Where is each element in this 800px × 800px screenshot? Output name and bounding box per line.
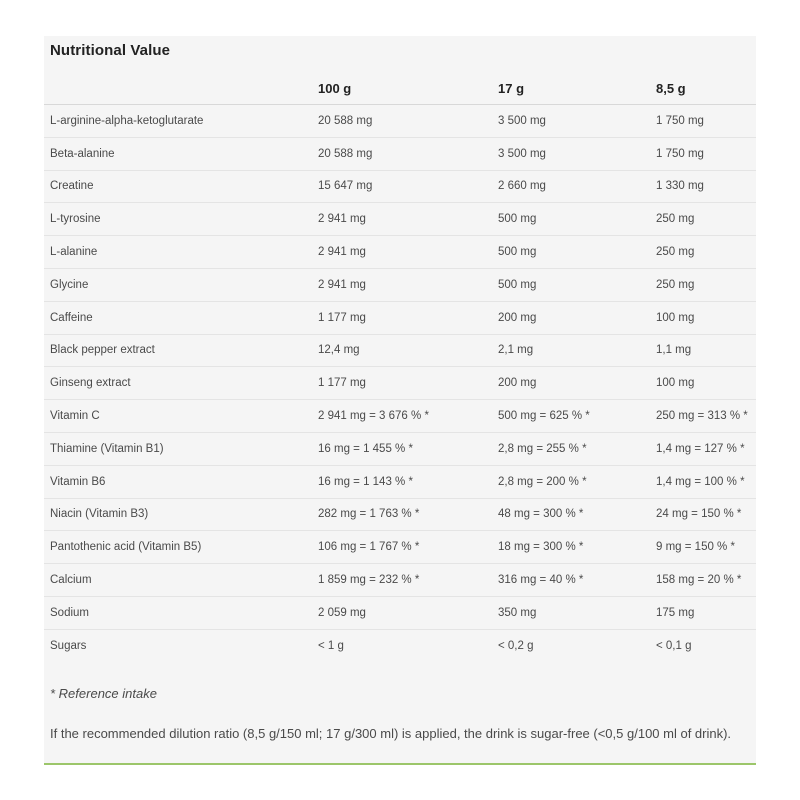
table-row: [44, 400, 756, 433]
value-8-5g-cell: 175 mg: [650, 596, 756, 629]
value-8-5g-cell: 100 mg: [650, 301, 756, 334]
value-8-5g-cell: 1 330 mg: [650, 170, 756, 203]
value-17g-cell: 200 mg: [492, 367, 650, 400]
value-100g-cell: 1 177 mg: [312, 367, 492, 400]
value-17g-cell: 3 500 mg: [492, 137, 650, 170]
value-100g-cell: 16 mg = 1 455 % *: [312, 432, 492, 465]
value-100g-cell: 20 588 mg: [312, 137, 492, 170]
value-100g-cell: 106 mg = 1 767 % *: [312, 531, 492, 564]
value-17g-cell: 18 mg = 300 % *: [492, 531, 650, 564]
value-100g-cell: < 1 g: [318, 639, 344, 652]
nutrition-table: [44, 72, 756, 662]
nutrient-name-cell: L-arginine-alpha-ketoglutarate: [44, 105, 312, 138]
value-17g-cell: 500 mg: [492, 236, 650, 269]
table-row: [44, 137, 756, 170]
table-row: [44, 334, 756, 367]
value-8-5g-cell: 9 mg = 150 % *: [650, 531, 756, 564]
value-8-5g-cell: < 0,1 g: [656, 639, 692, 652]
header-row: [44, 72, 756, 105]
value-100g-cell: 20 588 mg: [312, 105, 492, 138]
value-17g-cell: 3 500 mg: [492, 105, 650, 138]
value-17g-cell: 2,8 mg = 200 % *: [492, 465, 650, 498]
nutrient-name-cell: Ginseng extract: [44, 367, 312, 400]
value-8-5g-cell: 24 mg = 150 % *: [650, 498, 756, 531]
table-row: [44, 105, 756, 138]
nutrient-name-cell: Sugars: [50, 639, 87, 652]
value-17g-cell: 500 mg: [492, 268, 650, 301]
value-100g-cell: 2 059 mg: [312, 596, 492, 629]
table-row: [44, 531, 756, 564]
nutrient-name-cell: Calcium: [44, 564, 312, 597]
nutrient-name-cell: Vitamin C: [44, 400, 312, 433]
nutrient-name-cell: Niacin (Vitamin B3): [44, 498, 312, 531]
column-header-8-5g: 8,5 g: [650, 72, 756, 105]
table-row: [44, 367, 756, 400]
value-100g-cell: 282 mg = 1 763 % *: [312, 498, 492, 531]
nutrient-name-cell: Pantothenic acid (Vitamin B5): [44, 531, 312, 564]
table-row: [44, 498, 756, 531]
value-100g-cell: 2 941 mg: [312, 268, 492, 301]
nutrient-name-cell: Black pepper extract: [44, 334, 312, 367]
column-header-17g: 17 g: [492, 72, 650, 105]
value-8-5g-cell: 1 750 mg: [650, 137, 756, 170]
table-body: [44, 105, 756, 662]
value-100g-cell: 1 859 mg = 232 % *: [312, 564, 492, 597]
value-100g-cell: 15 647 mg: [312, 170, 492, 203]
value-8-5g-cell: 1,4 mg = 100 % *: [650, 465, 756, 498]
value-100g-cell: 1 177 mg: [312, 301, 492, 334]
table-row: [44, 301, 756, 334]
reference-intake-footnote: * Reference intake: [50, 686, 157, 701]
value-8-5g-cell: 1 750 mg: [650, 105, 756, 138]
table-row: [44, 203, 756, 236]
nutrient-name-cell: L-tyrosine: [44, 203, 312, 236]
table-title: Nutritional Value: [50, 42, 171, 59]
value-8-5g-cell: 250 mg: [650, 268, 756, 301]
value-100g-cell: 2 941 mg = 3 676 % *: [312, 400, 492, 433]
nutrient-name-cell: Vitamin B6: [44, 465, 312, 498]
nutrient-name-cell: L-alanine: [44, 236, 312, 269]
table-row: [44, 432, 756, 465]
value-100g-cell: 2 941 mg: [312, 236, 492, 269]
value-17g-cell: 500 mg: [492, 203, 650, 236]
value-8-5g-cell: 100 mg: [650, 367, 756, 400]
value-17g-cell: 500 mg = 625 % *: [492, 400, 650, 433]
value-17g-cell: 48 mg = 300 % *: [492, 498, 650, 531]
value-8-5g-cell: 250 mg: [650, 203, 756, 236]
value-8-5g-cell: 250 mg = 313 % *: [650, 400, 756, 433]
table-row: [44, 236, 756, 269]
nutrient-name-cell: Thiamine (Vitamin B1): [44, 432, 312, 465]
value-100g-cell: 2 941 mg: [312, 203, 492, 236]
value-8-5g-cell: 1,1 mg: [650, 334, 756, 367]
value-17g-cell: 316 mg = 40 % *: [492, 564, 650, 597]
table-row: [44, 465, 756, 498]
value-17g-cell: 350 mg: [492, 596, 650, 629]
column-header-100g: 100 g: [312, 72, 492, 105]
value-8-5g-cell: 250 mg: [650, 236, 756, 269]
nutrient-name-cell: Caffeine: [44, 301, 312, 334]
value-17g-cell: 200 mg: [492, 301, 650, 334]
value-17g-cell: 2,8 mg = 255 % *: [492, 432, 650, 465]
table-row: [44, 268, 756, 301]
value-17g-cell: 2 660 mg: [492, 170, 650, 203]
table-row: [44, 170, 756, 203]
dilution-note: If the recommended dilution ratio (8,5 g/150 ml; 17 g/300 ml) is applied, the drink is sugar-free (<0,5 g/100 ml of drink).: [50, 726, 732, 741]
value-100g-cell: 12,4 mg: [312, 334, 492, 367]
nutrient-name-cell: Creatine: [44, 170, 312, 203]
nutrient-name-cell: Glycine: [44, 268, 312, 301]
column-header-nutrient: [44, 72, 312, 105]
table-row: [44, 564, 756, 597]
value-8-5g-cell: 1,4 mg = 127 % *: [650, 432, 756, 465]
table-row: [44, 629, 756, 661]
value-100g-cell: 16 mg = 1 143 % *: [312, 465, 492, 498]
table-row: [44, 596, 756, 629]
nutrient-name-cell: Beta-alanine: [44, 137, 312, 170]
value-17g-cell: 2,1 mg: [492, 334, 650, 367]
nutrition-panel: [44, 36, 756, 765]
nutrient-name-cell: Sodium: [44, 596, 312, 629]
value-17g-cell: < 0,2 g: [498, 639, 534, 652]
value-8-5g-cell: 158 mg = 20 % *: [650, 564, 756, 597]
